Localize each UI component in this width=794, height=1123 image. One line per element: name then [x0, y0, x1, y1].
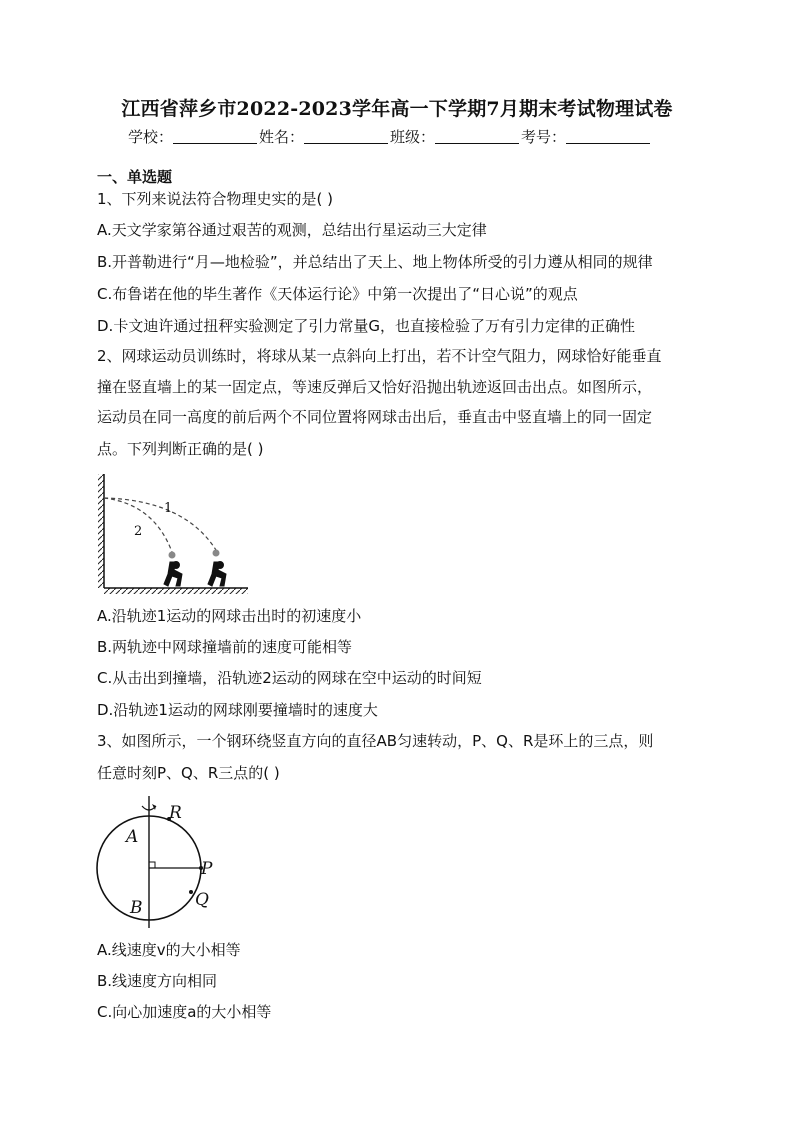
name-label: 姓名：	[259, 128, 305, 146]
q2-option-b: B.两轨迹中网球撞墙前的速度可能相等	[97, 638, 353, 656]
class-label: 班级：	[390, 128, 436, 146]
point-q	[189, 890, 193, 894]
school-blank[interactable]	[173, 129, 257, 144]
q3-stem-line-1: 3、如图所示，一个钢环绕竖直方向的直径AB匀速转动，P、Q、R是环上的三点，则	[97, 732, 654, 750]
q2-stem-line-2: 撞在竖直墙上的某一固定点，等速反弹后又恰好沿抛出轨迹返回击出点。如图所示，	[97, 378, 653, 396]
label-b: B	[130, 898, 143, 918]
ground-hatch	[104, 588, 248, 594]
q3-option-c: C.向心加速度a的大小相等	[97, 1003, 272, 1021]
label-q: Q	[195, 890, 209, 910]
label-r: R	[169, 803, 182, 823]
q2-option-c: C.从击出到撞墙，沿轨迹2运动的网球在空中运动的时间短	[97, 669, 482, 687]
trajectory-1-label: 1	[164, 501, 173, 516]
q3-stem-line-2: 任意时刻P、Q、R三点的( )	[97, 764, 280, 782]
q3-option-b: B.线速度方向相同	[97, 972, 218, 990]
q1-stem: 1、下列来说法符合物理史实的是( )	[97, 190, 334, 208]
name-blank[interactable]	[304, 129, 388, 144]
tennis-trajectory-figure	[96, 470, 256, 600]
ball-1	[213, 550, 220, 557]
number-label: 考号：	[521, 128, 567, 146]
steel-ring-figure	[92, 792, 222, 932]
exam-title: 江西省萍乡市2022-2023学年高一下学期7月期末考试物理试卷	[121, 98, 673, 120]
q1-option-c: C.布鲁诺在他的毕生著作《天体运行论》中第一次提出了“日心说”的观点	[97, 285, 578, 303]
q2-stem-line-3: 运动员在同一高度的前后两个不同位置将网球击出后，垂直击中竖直墙上的同一固定	[97, 408, 653, 426]
class-blank[interactable]	[435, 129, 519, 144]
q1-option-b: B.开普勒进行“月—地检验”，并总结出了天上、地上物体所受的引力遵从相同的规律	[97, 253, 653, 271]
trajectory-1	[104, 498, 216, 550]
section-title: 一、单选题	[97, 168, 173, 186]
trajectory-2-label: 2	[134, 524, 143, 539]
label-a: A	[126, 827, 139, 847]
q3-option-a: A.线速度v的大小相等	[97, 941, 241, 959]
player-2	[164, 562, 182, 587]
q2-option-d: D.沿轨迹1运动的网球刚要撞墙时的速度大	[97, 701, 378, 719]
student-info-line	[128, 126, 652, 147]
q1-option-d: D.卡文迪许通过扭秤实验测定了引力常量G，也直接检验了万有引力定律的正确性	[97, 317, 635, 335]
number-blank[interactable]	[566, 129, 650, 144]
school-label: 学校：	[128, 128, 174, 146]
ball-2	[169, 552, 176, 559]
q2-option-a: A.沿轨迹1运动的网球击出时的初速度小	[97, 607, 362, 625]
wall-hatch	[98, 474, 104, 588]
right-angle-mark	[149, 862, 155, 868]
q1-option-a: A.天文学家第谷通过艰苦的观测，总结出行星运动三大定律	[97, 221, 487, 239]
label-p: P	[201, 859, 213, 879]
q2-stem-line-4: 点。下列判断正确的是( )	[97, 440, 264, 458]
player-1	[208, 562, 226, 587]
q2-stem-line-1: 2、网球运动员训练时，将球从某一点斜向上打出，若不计空气阻力，网球恰好能垂直	[97, 347, 662, 365]
